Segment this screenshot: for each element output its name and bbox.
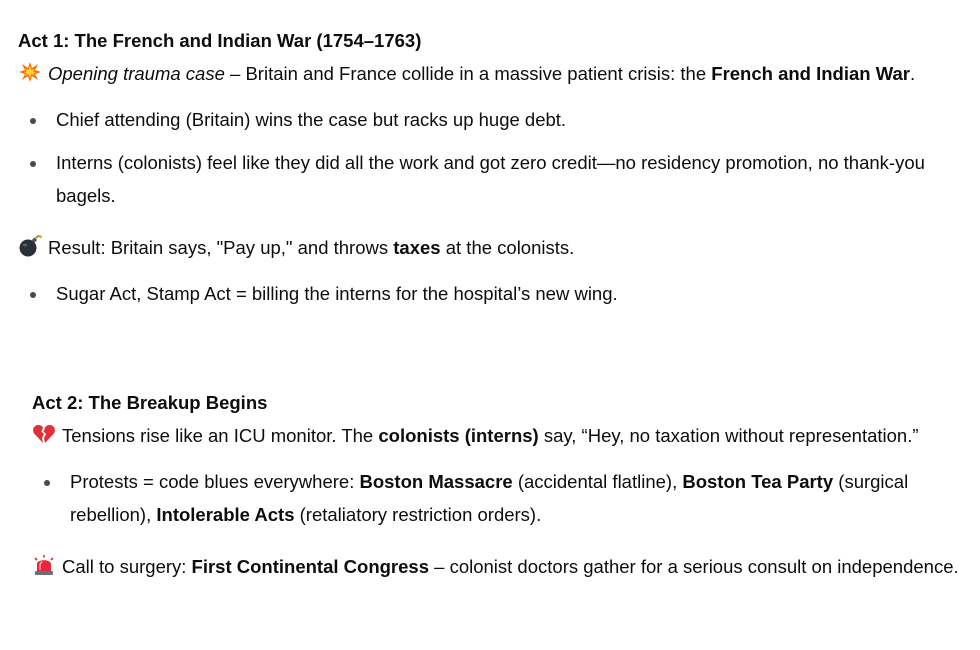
act1-result-bold: taxes	[393, 237, 441, 258]
act2-call-text2: – colonist doctors gather for a serious consult on independence.	[429, 556, 959, 577]
act1-result-text1: Result: Britain says, "Pay up," and throws	[48, 237, 394, 258]
act1-result	[18, 231, 968, 267]
act2-bullet-b3: Intolerable Acts	[156, 504, 295, 525]
act2-bullet-t3: (surgical rebellion),	[70, 471, 909, 525]
list-item: Chief attending (Britain) wins the case but racks up huge debt.	[18, 103, 968, 136]
act1-result-text2: at the colonists.	[440, 237, 575, 258]
act2-intro-bold: colonists (interns)	[378, 425, 539, 446]
act1-bullet-list	[18, 103, 968, 212]
list-item	[32, 465, 968, 531]
act2-intro-text2: say, “Hey, no taxation without representation.”	[538, 425, 919, 446]
act2-intro-text1: Tensions rise like an ICU monitor. The	[62, 425, 379, 446]
act2-bullet-b1: Boston Massacre	[359, 471, 513, 492]
act2-bullet-list	[32, 465, 968, 531]
act1-intro-text2: .	[910, 63, 916, 84]
act2-bullet-t2: (accidental flatline),	[512, 471, 683, 492]
collision-icon	[18, 60, 42, 93]
act1-heading: Act 1: The French and Indian War (1754–1763)	[18, 30, 422, 51]
act2-bullet-t1: Protests = code blues everywhere:	[70, 471, 360, 492]
act2-bullet-b2: Boston Tea Party	[682, 471, 834, 492]
act2-call-text1: Call to surgery:	[62, 556, 192, 577]
broken-heart-icon	[32, 422, 56, 455]
act2-call-bold: First Continental Congress	[191, 556, 429, 577]
act2-section	[32, 386, 968, 586]
act2-intro	[32, 419, 968, 455]
act1-intro-bold: French and Indian War	[711, 63, 910, 84]
list-item: Sugar Act, Stamp Act = billing the interns for the hospital’s new wing.	[18, 277, 968, 310]
act1-intro-text1: – Britain and France collide in a massive patient crisis: the	[224, 63, 712, 84]
siren-icon	[32, 553, 56, 586]
act1-intro-italic: Opening trauma case	[48, 63, 225, 84]
act2-heading: Act 2: The Breakup Begins	[32, 392, 268, 413]
bomb-icon	[18, 234, 42, 267]
act1-section	[18, 24, 968, 310]
list-item: Interns (colonists) feel like they did all the work and got zero credit—no residency promotion, no thank-you bagels.	[18, 146, 968, 212]
act1-intro	[18, 57, 968, 93]
act2-bullet-t4: (retaliatory restriction orders).	[294, 504, 542, 525]
act2-call	[32, 550, 968, 586]
act1-result-list	[18, 277, 968, 310]
